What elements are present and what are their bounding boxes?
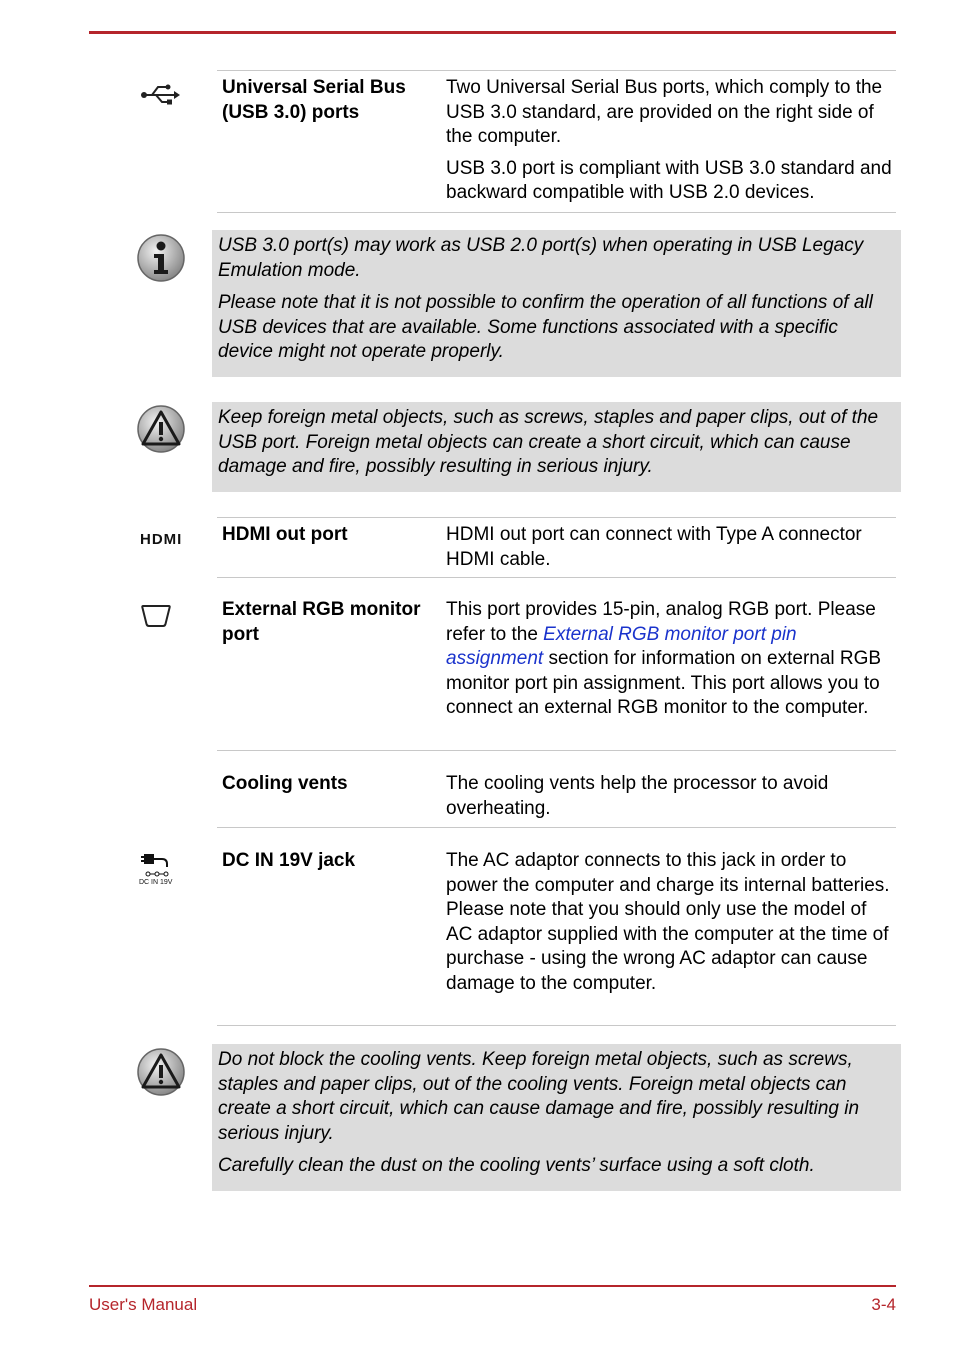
rgb-pin-assignment-link[interactable]: External RGB monitor port pin assignment bbox=[446, 623, 797, 669]
footer-manual-title: User's Manual bbox=[89, 1295, 198, 1314]
rgb-desc-after: section for information on external RGB monitor port pin assignment. This port allows you to connect an external RGB monitor to the computer. bbox=[446, 648, 882, 718]
cooling-description: The cooling vents help the processor to avoid overheating. bbox=[446, 773, 829, 819]
usb-icon bbox=[140, 82, 180, 114]
warning-vents-p2: Carefully clean the dust on the cooling vents’ surface using a soft cloth. bbox=[218, 1155, 815, 1176]
rgb-description bbox=[446, 598, 894, 721]
warning-icon bbox=[136, 404, 186, 462]
cooling-row bbox=[217, 751, 896, 828]
hdmi-description: HDMI out port can connect with Type A connector HDMI cable. bbox=[446, 524, 862, 570]
rgb-row bbox=[217, 577, 896, 751]
warning-vents-p1: Do not block the cooling vents. Keep foreign metal objects, such as screws, staples and paper clips, out of the cooling vents. Foreign metal objects can create a short circuit, which can cause damage and fire, possibly resulting in serious injury. bbox=[218, 1049, 860, 1144]
hdmi-row bbox=[217, 517, 896, 578]
dc-in-icon bbox=[138, 852, 178, 894]
hdmi-icon-text: HDMI bbox=[140, 531, 183, 547]
usb-term-line2: (USB 3.0) ports bbox=[222, 101, 360, 123]
info-note-p1: USB 3.0 port(s) may work as USB 2.0 port(s) when operating in USB Legacy Emulation mode. bbox=[218, 235, 864, 281]
usb-row bbox=[217, 70, 896, 213]
cooling-term: Cooling vents bbox=[222, 773, 348, 794]
hdmi-icon bbox=[140, 530, 204, 555]
usb-description bbox=[446, 76, 894, 213]
usb-term-line1: Universal Serial Bus bbox=[222, 77, 406, 98]
rgb-term bbox=[222, 598, 440, 647]
usb-desc-p2: USB 3.0 port is compliant with USB 3.0 standard and backward compatible with USB 2.0 devices. bbox=[446, 157, 892, 203]
page-number: 3-4 bbox=[871, 1295, 896, 1314]
warning-usb-p1: Keep foreign metal objects, such as screws, staples and paper clips, out of the USB port. Foreign metal objects can create a short circuit, which can cause damage and fire, possibly resulting in serious injury. bbox=[218, 407, 879, 477]
footer-rule bbox=[89, 1285, 896, 1287]
warning-icon bbox=[136, 1047, 186, 1105]
info-note bbox=[212, 230, 901, 377]
hdmi-term: HDMI out port bbox=[222, 524, 348, 545]
header-rule bbox=[89, 31, 896, 34]
dcin-row bbox=[217, 828, 896, 1026]
info-note-p2: Please note that it is not possible to confirm the operation of all functions of all USB devices that are available. Some functions associated with a specific device might not operate properly. bbox=[218, 292, 873, 362]
rgb-desc-before: This port provides 15-pin, analog RGB port. Please refer to the bbox=[446, 599, 876, 645]
info-icon bbox=[136, 233, 186, 291]
usb-term bbox=[222, 76, 440, 125]
usb-desc-p1: Two Universal Serial Bus ports, which comply to the USB 3.0 standard, are provided on the right side of the computer. bbox=[446, 77, 883, 147]
dc-in-icon-text: DC IN 19V bbox=[139, 879, 173, 886]
monitor-port-icon bbox=[140, 603, 172, 637]
rgb-term-line1: External RGB monitor bbox=[222, 599, 421, 620]
dcin-term: DC IN 19V jack bbox=[222, 850, 356, 871]
warning-vents-note bbox=[212, 1044, 901, 1191]
dcin-description: The AC adaptor connects to this jack in order to power the computer and charge its internal batteries. Please note that you should only use the model of AC adaptor supplied with the computer at the time of purchase - using the wrong AC adaptor can cause damage to the computer. bbox=[446, 850, 890, 994]
warning-usb-note bbox=[212, 402, 901, 492]
rgb-term-line2: port bbox=[222, 623, 259, 645]
